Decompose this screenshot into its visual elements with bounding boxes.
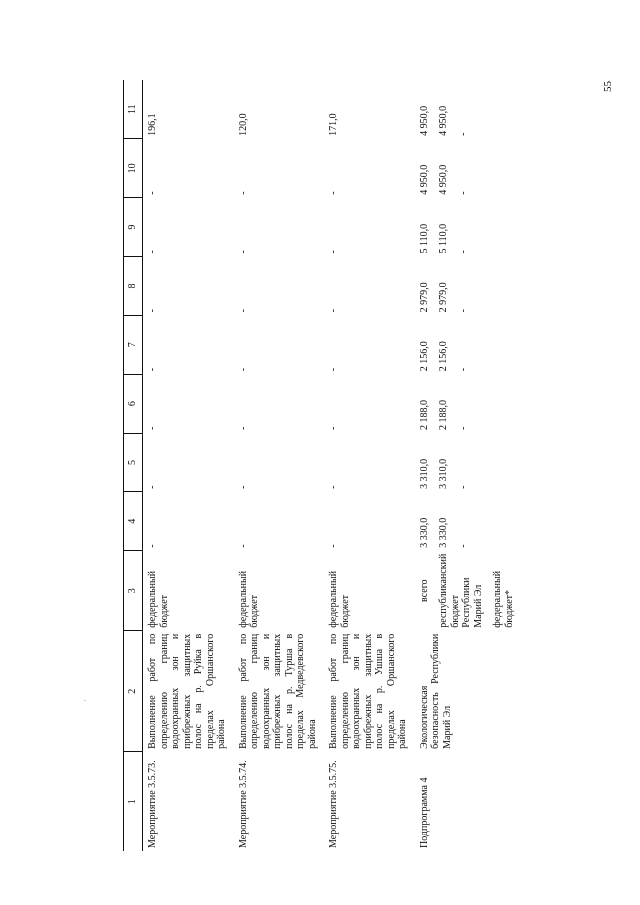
amount-value: 3 330,0 xyxy=(418,517,430,548)
table-body xyxy=(143,80,522,851)
amount-cell xyxy=(143,433,234,492)
funding-source-cell xyxy=(143,551,234,631)
amount-cell xyxy=(324,433,415,492)
amount-value: 2 979,0 xyxy=(438,282,449,313)
amount-cell xyxy=(415,257,522,316)
amount-cell xyxy=(234,374,325,433)
amount-value: 2 156,0 xyxy=(438,341,449,372)
amount-cell xyxy=(234,433,325,492)
amount-cell xyxy=(324,80,415,139)
amount-value: - xyxy=(147,367,158,372)
header-col-10: 10 xyxy=(124,139,143,198)
header-col-11: 11 xyxy=(124,80,143,139)
scan-dot-mark: . xyxy=(84,694,86,703)
header-col-9: 9 xyxy=(124,198,143,257)
measure-description: Выполнение работ по определению границ водоохранных зон и прибрежных защитных полос на р. Руйка в пределах Оршанского района xyxy=(147,633,227,749)
funding-source-cell xyxy=(415,551,522,631)
measure-description: Экологическая безопасность Республики Марий Эл xyxy=(418,633,453,749)
header-col-2: 2 xyxy=(124,631,143,752)
measure-code: Мероприятие 3.5.74. xyxy=(237,760,249,848)
amount-cell xyxy=(143,139,234,198)
amount-value: - xyxy=(328,544,339,548)
amount-cell xyxy=(415,374,522,433)
amount-cell xyxy=(324,139,415,198)
amount-value: 2 156,0 xyxy=(418,341,430,372)
amount-value: - xyxy=(237,485,249,489)
amount-cell xyxy=(234,139,325,198)
funding-source: федеральный бюджет* xyxy=(492,570,515,628)
amount-cell xyxy=(143,80,234,139)
header-col-7: 7 xyxy=(124,315,143,374)
header-col-5: 5 xyxy=(124,433,143,492)
measure-code: Мероприятие 3.5.73. xyxy=(147,760,158,848)
table-row xyxy=(143,80,234,851)
amount-value: 3 310,0 xyxy=(418,458,430,489)
amount-cell xyxy=(234,492,325,551)
measure-code: Подпрограмма 4 xyxy=(418,777,430,848)
amount-value: 2 188,0 xyxy=(438,400,449,431)
funding-source: республиканский бюджет Республики Марий Эл xyxy=(438,553,484,628)
amount-cell xyxy=(234,315,325,374)
amount-cell xyxy=(234,80,325,139)
measure-description: Выполнение работ по определению границ водоохранных зон и прибрежных защитных полос на р. Ушша в пределах Оршанского района xyxy=(328,633,408,749)
amount-value: 5 110,0 xyxy=(438,223,449,254)
header-row xyxy=(124,80,143,851)
amount-value: - xyxy=(457,250,469,254)
table-row xyxy=(415,80,522,851)
header-col-4: 4 xyxy=(124,492,143,551)
amount-value: - xyxy=(457,544,469,548)
amount-cell xyxy=(324,315,415,374)
amount-cell xyxy=(143,257,234,316)
amount-value: - xyxy=(457,485,469,489)
measure-code: Мероприятие 3.5.75. xyxy=(328,760,339,848)
funding-source-cell xyxy=(324,551,415,631)
amount-cell xyxy=(324,492,415,551)
funding-source: федеральный бюджет xyxy=(328,570,351,628)
amount-value: - xyxy=(457,191,469,195)
amount-value: 2 188,0 xyxy=(418,400,430,431)
header-col-8: 8 xyxy=(124,257,143,316)
page-number: 55 xyxy=(602,81,614,92)
amount-cell xyxy=(415,433,522,492)
amount-value: - xyxy=(237,426,249,431)
amount-cell xyxy=(324,257,415,316)
budget-table xyxy=(123,80,521,851)
amount-cell xyxy=(143,492,234,551)
amount-value: - xyxy=(328,485,339,489)
amount-value: - xyxy=(328,426,339,431)
amount-value: - xyxy=(237,250,249,254)
amount-value: - xyxy=(328,367,339,372)
amount-value: 4 950,0 xyxy=(418,105,430,136)
amount-cell xyxy=(415,492,522,551)
table-row xyxy=(234,80,325,851)
amount-value: - xyxy=(147,309,158,313)
header-col-6: 6 xyxy=(124,374,143,433)
amount-cell xyxy=(415,80,522,139)
amount-cell xyxy=(143,374,234,433)
amount-value: 4 950,0 xyxy=(418,164,430,195)
amount-cell xyxy=(143,315,234,374)
amount-cell xyxy=(324,198,415,257)
amount-value: - xyxy=(237,309,249,313)
amount-value: 196,1 xyxy=(147,113,158,136)
amount-value: 4 950,0 xyxy=(438,164,449,195)
amount-value: - xyxy=(457,132,469,136)
amount-value: 3 310,0 xyxy=(438,458,449,489)
amount-value: 4 950,0 xyxy=(438,105,449,136)
amount-value: - xyxy=(457,309,469,313)
amount-cell xyxy=(143,198,234,257)
amount-value: - xyxy=(237,191,249,195)
amount-value: 120,0 xyxy=(237,113,249,136)
amount-value: 5 110,0 xyxy=(418,223,430,254)
table-row xyxy=(324,80,415,851)
amount-value: - xyxy=(328,250,339,254)
amount-value: - xyxy=(147,426,158,431)
amount-value: - xyxy=(147,250,158,254)
amount-value: - xyxy=(147,191,158,195)
amount-value: - xyxy=(147,485,158,489)
amount-value: 171,0 xyxy=(328,113,339,136)
amount-value: - xyxy=(457,367,469,372)
amount-value: - xyxy=(237,544,249,548)
amount-value: - xyxy=(237,367,249,372)
amount-value: - xyxy=(328,309,339,313)
funding-source-cell xyxy=(234,551,325,631)
measure-description: Выполнение работ по определению границ водоохранных зон и прибрежных защитных полос на р. Турша в пределах Медведевского района xyxy=(237,633,318,749)
amount-cell xyxy=(324,374,415,433)
amount-cell xyxy=(415,315,522,374)
amount-cell xyxy=(415,198,522,257)
amount-cell xyxy=(234,198,325,257)
funding-source: всего xyxy=(418,579,430,602)
amount-value: 2 979,0 xyxy=(418,282,430,313)
header-col-1: 1 xyxy=(124,752,143,851)
amount-value: - xyxy=(328,191,339,195)
amount-value: - xyxy=(457,426,469,431)
header-col-3: 3 xyxy=(124,551,143,631)
amount-cell xyxy=(234,257,325,316)
funding-source: федеральный бюджет xyxy=(237,570,260,628)
amount-value: - xyxy=(147,544,158,548)
amount-cell xyxy=(415,139,522,198)
amount-value: 3 330,0 xyxy=(438,517,449,548)
rotated-table-container xyxy=(123,80,515,851)
funding-source: федеральный бюджет xyxy=(147,570,170,628)
